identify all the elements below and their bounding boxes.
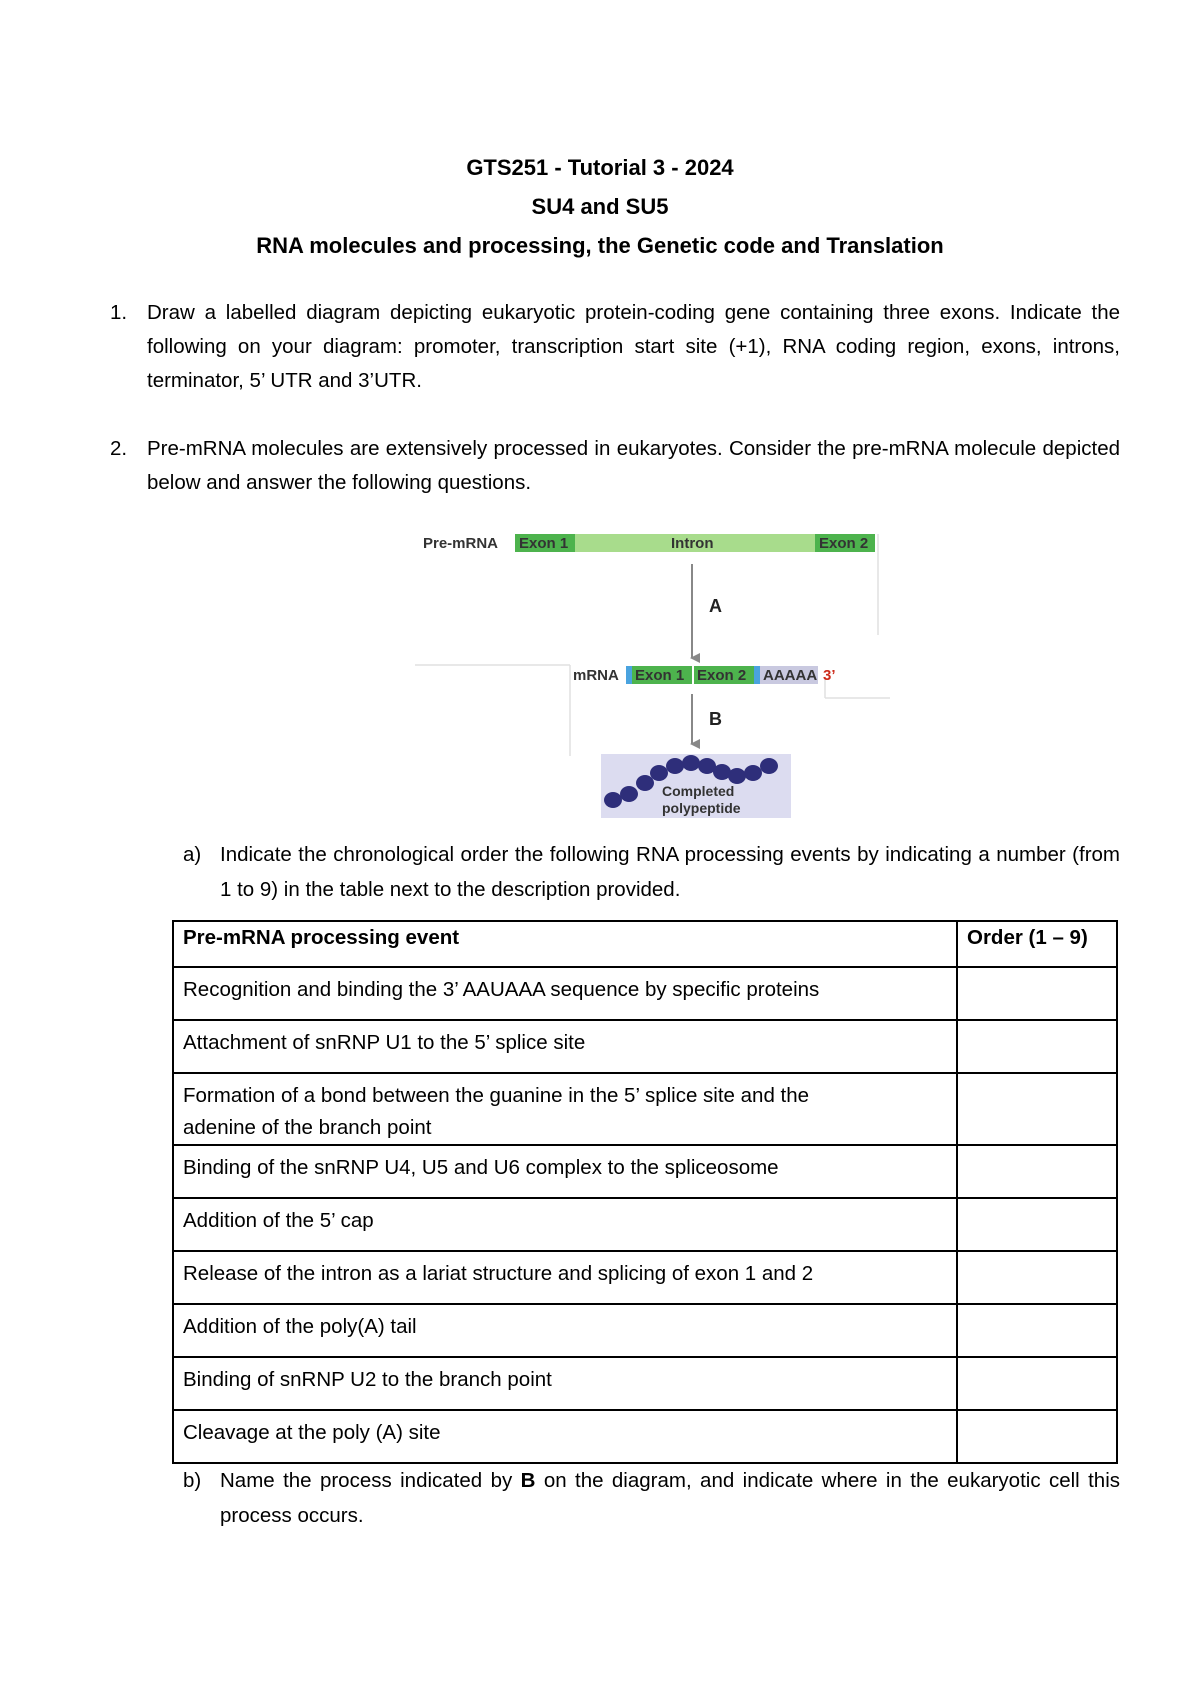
table-row (173, 967, 1117, 1020)
question-1-number: 1. (110, 301, 128, 324)
arrow-b-label: B (709, 709, 722, 729)
part-a-label: a) (183, 843, 202, 866)
order-answer-cell[interactable] (957, 1198, 1117, 1251)
amino-acid-bead (682, 755, 700, 771)
exon-1-label: Exon 1 (519, 535, 569, 552)
part-b (183, 1464, 1120, 1533)
amino-acid-bead (760, 758, 778, 774)
order-answer-cell[interactable] (957, 1145, 1117, 1198)
mrna-utr-segment (754, 666, 760, 684)
event-cell (173, 1073, 957, 1145)
pre-mrna-processing-diagram (415, 528, 895, 828)
part-b-text (220, 1464, 1120, 1533)
mrna-cap-segment (626, 666, 632, 684)
event-text: Formation of a bond between the guanine in the 5’ splice site and the adenine of the branch point (183, 1084, 810, 1139)
event-cell: Binding of the snRNP U4, U5 and U6 complex to the spliceosome (173, 1145, 957, 1198)
polypeptide-label-line-1: Completed (662, 783, 735, 799)
document-header (0, 148, 1200, 265)
part-b-text-end: on the diagram, and indicate where in the eukaryotic cell this process occurs. (220, 1469, 1121, 1527)
course-title: GTS251 - Tutorial 3 - 2024 (466, 155, 734, 180)
order-answer-cell[interactable] (957, 1020, 1117, 1073)
event-cell: Cleavage at the poly (A) site (173, 1410, 957, 1463)
event-cell: Attachment of snRNP U1 to the 5’ splice site (173, 1020, 957, 1073)
question-2 (110, 432, 1120, 500)
amino-acid-bead (636, 775, 654, 791)
event-cell: Addition of the poly(A) tail (173, 1304, 957, 1357)
table-row (173, 1020, 1117, 1073)
amino-acid-bead (604, 792, 622, 808)
tutorial-topic: RNA molecules and processing, the Genetic code and Translation (256, 233, 944, 258)
order-answer-cell[interactable] (957, 1410, 1117, 1463)
part-b-bold-letter: B (520, 1469, 536, 1492)
part-a (183, 838, 1120, 907)
poly-a-label: AAAAA (763, 667, 818, 684)
amino-acid-bead (744, 765, 762, 781)
mrna-label: mRNA (573, 667, 619, 684)
exon-2-label: Exon 2 (819, 535, 869, 552)
table-row (173, 1073, 1117, 1145)
table-row (173, 1145, 1117, 1198)
event-cell: Addition of the 5’ cap (173, 1198, 957, 1251)
order-answer-cell[interactable] (957, 1073, 1117, 1145)
table-header-row (173, 921, 1117, 967)
table-row (173, 1304, 1117, 1357)
question-1 (110, 296, 1120, 398)
amino-acid-bead (666, 758, 684, 774)
question-1-text: Draw a labelled diagram depicting eukaryotic protein-coding gene containing three exons. Indicate the following on your diagram: promoter, transcription start site (+1), RNA coding region, exons, introns, terminator, 5’ UTR and 3’UTR. (147, 301, 1120, 392)
amino-acid-bead (620, 786, 638, 802)
event-cell: Recognition and binding the 3’ AAUAAA sequence by specific proteins (173, 967, 957, 1020)
polypeptide-label-line-2: polypeptide (662, 800, 741, 816)
amino-acid-bead (650, 765, 668, 781)
three-prime-label: 3’ (823, 667, 836, 684)
table-row (173, 1410, 1117, 1463)
header-event: Pre-mRNA processing event (173, 921, 957, 967)
part-b-label: b) (183, 1469, 202, 1492)
pre-mrna-label: Pre-mRNA (423, 535, 499, 552)
order-answer-cell[interactable] (957, 1357, 1117, 1410)
table-row (173, 1198, 1117, 1251)
event-cell: Binding of snRNP U2 to the branch point (173, 1357, 957, 1410)
question-2-number: 2. (110, 437, 128, 460)
processing-events-table (172, 920, 1118, 1464)
amino-acid-bead (728, 768, 746, 784)
mrna-exon-1-label: Exon 1 (635, 667, 685, 684)
event-cell: Release of the intron as a lariat structure and splicing of exon 1 and 2 (173, 1251, 957, 1304)
part-a-text: Indicate the chronological order the following RNA processing events by indicating a number (from 1 to 9) in the table next to the description provided. (220, 843, 1120, 901)
table-row (173, 1357, 1117, 1410)
study-units: SU4 and SU5 (531, 194, 669, 219)
part-b-text-start: Name the process indicated by (220, 1469, 521, 1492)
question-2-text: Pre-mRNA molecules are extensively processed in eukaryotes. Consider the pre-mRNA molecule depicted below and answer the following questions. (147, 437, 1120, 494)
header-order: Order (1 – 9) (957, 921, 1117, 967)
intron-label: Intron (671, 535, 714, 552)
order-answer-cell[interactable] (957, 1304, 1117, 1357)
table-row (173, 1251, 1117, 1304)
mrna-exon-2-label: Exon 2 (697, 667, 747, 684)
arrow-a-label: A (709, 596, 722, 616)
order-answer-cell[interactable] (957, 1251, 1117, 1304)
order-answer-cell[interactable] (957, 967, 1117, 1020)
